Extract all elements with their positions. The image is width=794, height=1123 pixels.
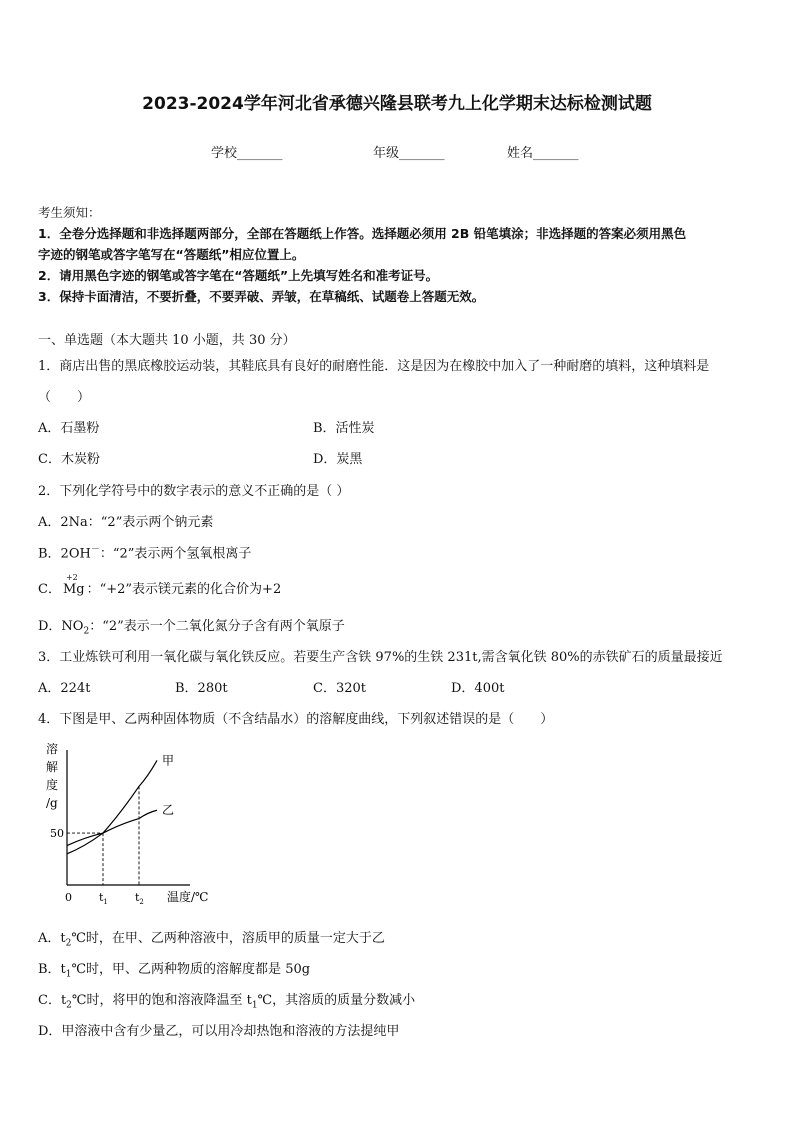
x-tick-sub: 1 (103, 898, 108, 906)
q1-option-a[interactable]: A．石墨粉 (38, 421, 100, 436)
y-label-char: 溶 (46, 742, 59, 756)
q4-c-sub2: 1 (251, 1000, 258, 1011)
origin-label: 0 (65, 891, 72, 904)
y-axis-label (46, 741, 58, 810)
q2-c-prefix: C． (38, 582, 61, 597)
notice-item-1: 1．全卷分选择题和非选择题两部分，全部在答题纸上作答。选择题必须用 2B 铅笔填涂；非选择题的答案必须用黑色 (38, 226, 687, 241)
x-tick-t: t (99, 891, 104, 904)
curve-yi (67, 810, 157, 845)
series-label-yi: 乙 (162, 803, 175, 818)
q2-d-prefix: D．NO (38, 619, 84, 634)
y-label-char: 度 (46, 778, 59, 792)
q4-option-a[interactable] (38, 927, 385, 949)
grade-field[interactable]: 年级_______ (373, 146, 445, 161)
q1-option-d[interactable]: D．炭黑 (313, 452, 363, 467)
q1-stem-cont: （ ） (38, 390, 91, 405)
q1-stem: 1．商店出售的黑底橡胶运动装，其鞋底具有良好的耐磨性能．这是因为在橡胶中加入了一种耐磨的填料，这种填料是 (38, 359, 710, 374)
x-tick-t: t (135, 891, 140, 904)
q2-c-symbol (62, 573, 85, 597)
notice-heading: 考生须知： (38, 205, 101, 220)
q1-option-b[interactable]: B．活性炭 (313, 421, 375, 436)
x-tick-label-t2 (135, 891, 144, 906)
q3-stem: 3．工业炼铁可利用一氧化碳与氧化铁反应。若要生产含铁 97%的生铁 231t,需含氧化铁 80%的赤铁矿石的质量最接近 (38, 650, 723, 665)
notice-item-2: 2．请用黑色字迹的钢笔或答字笔在“答题纸”上先填写姓名和准考证号。 (38, 268, 439, 283)
series-label-jia: 甲 (162, 753, 175, 768)
q2-b-text: ：“2”表示两个氢氧根离子 (99, 546, 252, 562)
x-tick-sub: 2 (139, 898, 144, 906)
y-tick-label: 50 (50, 827, 64, 841)
q3-option-c[interactable]: C．320t (313, 681, 366, 696)
q2-option-a[interactable]: A．2Na：“2”表示两个钠元素 (38, 515, 214, 530)
q4-c-text: ℃，其溶质的质量分数减小 (257, 993, 416, 1008)
q4-a-prefix: A．t (38, 931, 66, 946)
q2-c-charge: +2 (65, 573, 78, 582)
q2-c-text: ：“+2”表示镁元素的化合价为+2 (86, 582, 282, 597)
x-axis-label: 温度/℃ (167, 890, 209, 904)
q2-d-text: ：“2”表示一个二氧化氮分子含有两个氧原子 (89, 619, 345, 634)
q4-b-text: ℃时，甲、乙两种物质的溶解度都是 50g (71, 962, 311, 977)
q1-option-c[interactable]: C．木炭粉 (38, 452, 100, 467)
q4-b-sub: 1 (65, 969, 72, 980)
q3-option-b[interactable]: B．280t (175, 681, 228, 696)
school-field[interactable]: 学校_______ (211, 146, 283, 161)
q4-c-mid: ℃时，将甲的饱和溶液降温至 t (71, 993, 252, 1008)
q4-b-prefix: B．t (38, 962, 66, 977)
q2-option-c[interactable] (38, 573, 282, 597)
q4-c-prefix: C．t (38, 993, 67, 1008)
q4-a-sub: 2 (65, 938, 72, 949)
q2-option-b[interactable] (38, 542, 251, 561)
page-title: 2023-2024学年河北省承德兴隆县联考九上化学期末达标检测试题 (142, 94, 652, 114)
q2-d-subscript: 2 (83, 626, 90, 637)
q2-b-superscript: － (90, 545, 100, 555)
solubility-chart (30, 735, 230, 910)
q4-c-sub: 2 (66, 1000, 72, 1011)
notice-item-1-cont: 字迹的钢笔或答字笔写在“答题纸”相应位置上。 (38, 247, 305, 262)
q3-option-a[interactable]: A．224t (38, 681, 91, 696)
q4-stem: 4．下图是甲、乙两种固体物质（不含结晶水）的溶解度曲线，下列叙述错误的是（ ） (38, 712, 554, 727)
name-field[interactable]: 姓名_______ (507, 146, 579, 161)
y-label-char: /g (46, 796, 58, 810)
q2-option-d[interactable] (38, 615, 345, 637)
y-label-char: 解 (46, 760, 59, 774)
q4-a-text: ℃时，在甲、乙两种溶液中，溶质甲的质量一定大于乙 (71, 931, 385, 946)
q4-option-d[interactable]: D．甲溶液中含有少量乙，可以用冷却热饱和溶液的方法提纯甲 (38, 1024, 400, 1039)
q2-b-prefix: B．2OH (38, 546, 91, 562)
section-heading: 一、单选题（本大题共 10 小题，共 30 分） (38, 333, 296, 348)
x-tick-label-t1 (99, 891, 108, 906)
q4-option-b[interactable] (38, 958, 310, 980)
notice-item-3: 3．保持卡面清洁，不要折叠，不要弄破、弄皱，在草稿纸、试题卷上答题无效。 (38, 289, 485, 304)
q2-stem: 2．下列化学符号中的数字表示的意义不正确的是（ ） (38, 484, 350, 499)
q4-option-c[interactable] (38, 989, 415, 1011)
q2-c-element: Mg (62, 582, 85, 597)
q3-option-d[interactable]: D．400t (451, 681, 505, 696)
